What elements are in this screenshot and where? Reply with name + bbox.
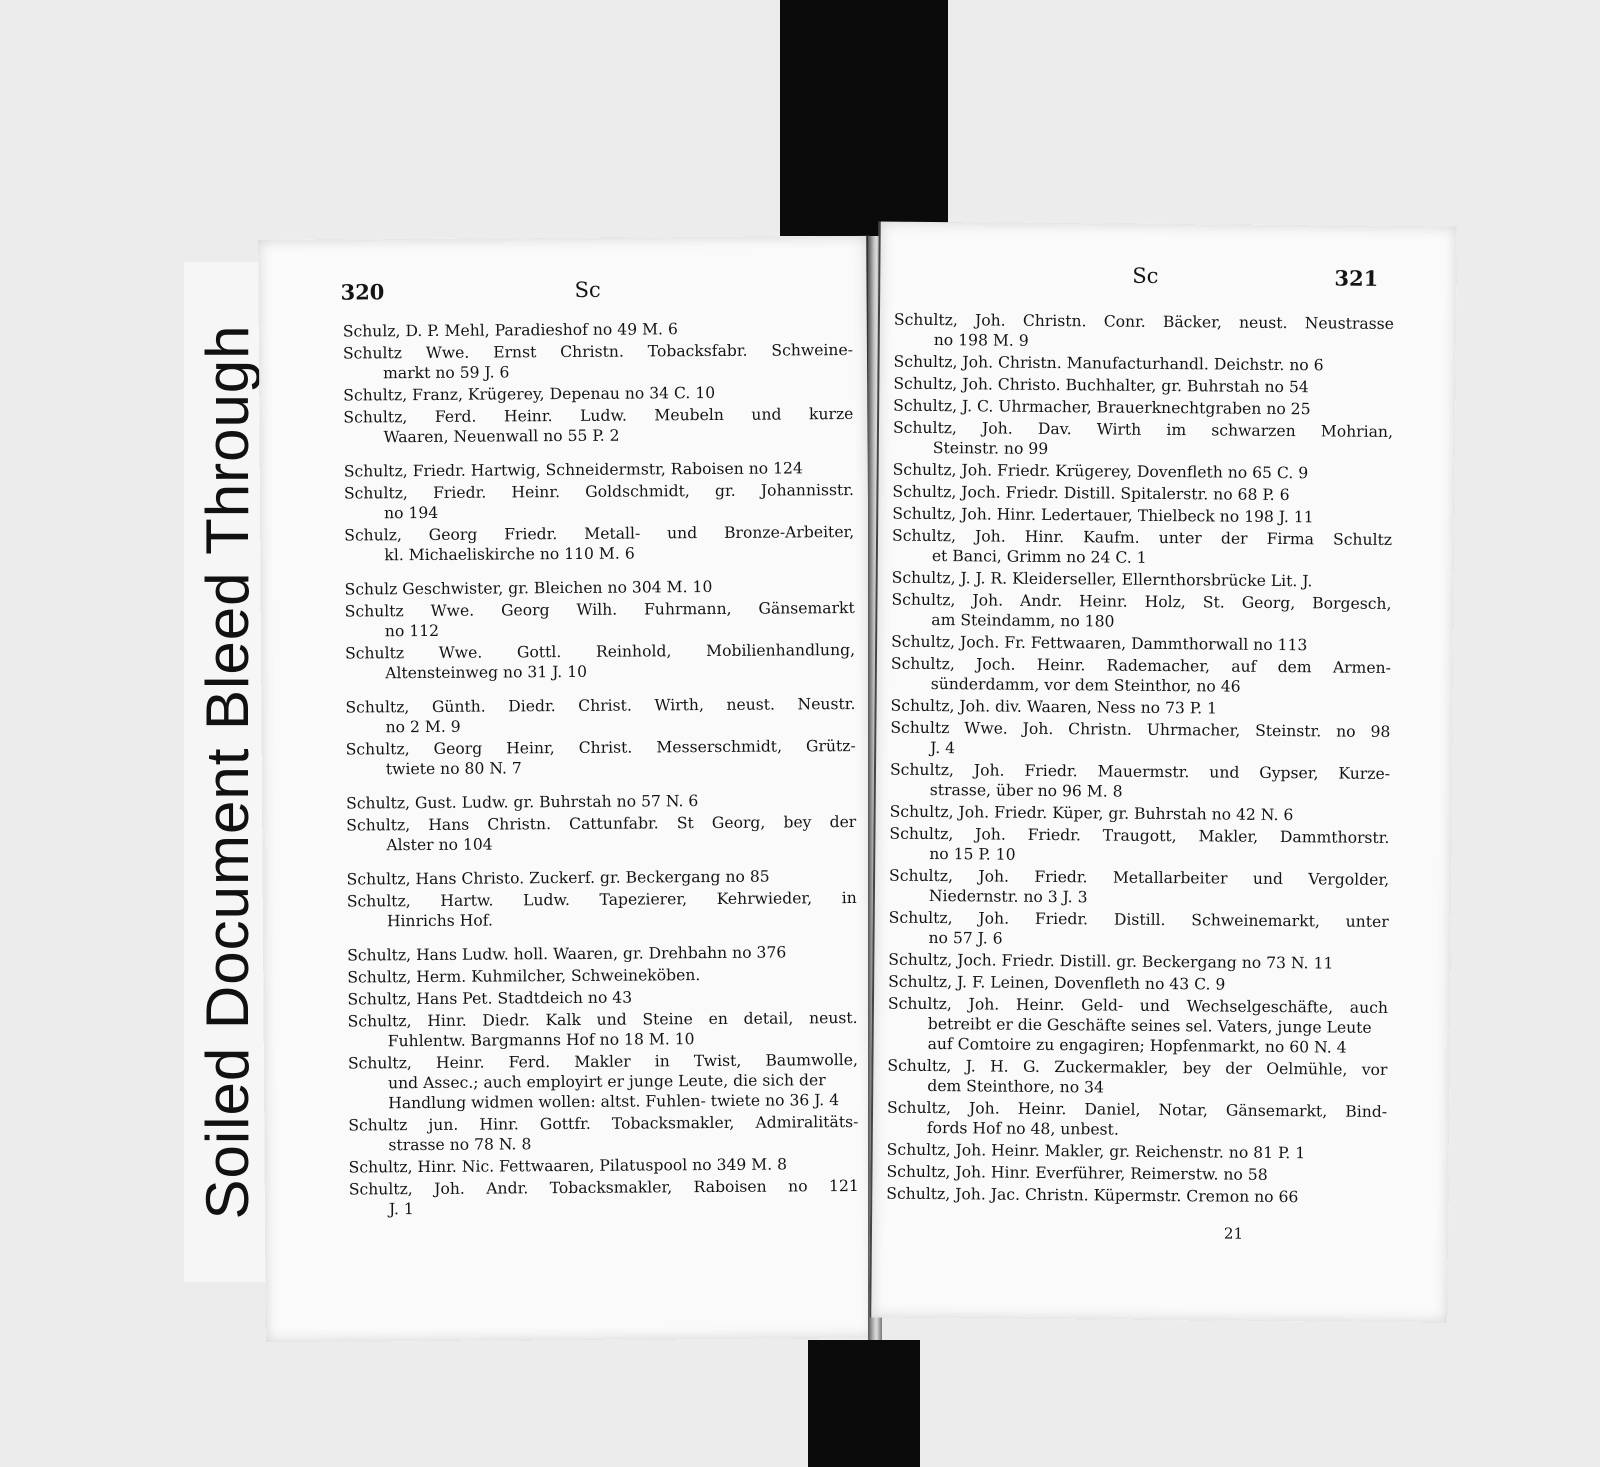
entry-continuation: markt no 59 J. 6 [383, 363, 510, 383]
directory-entry [892, 526, 1392, 570]
directory-entry [891, 590, 1391, 634]
entry-continuation: no 57 J. 6 [928, 928, 1003, 948]
entry-line: Schulz, D. P. Mehl, Paradieshof no 49 M. 6 [342, 320, 678, 341]
entry-line: Schultz, Hinr. Diedr. Kalk und Steine en detail, neust. [347, 1008, 858, 1031]
directory-entry [887, 1140, 1387, 1164]
entry-line: Schultz, Ferd. Heinr. Ludw. Meubeln und kurze [343, 404, 854, 427]
entry-line: Schultz, Joh. Friedr. Küper, gr. Buhrstah no 42 N. 6 [889, 802, 1294, 825]
section-heading-left: Sc [574, 277, 601, 302]
directory-entry [890, 696, 1390, 720]
entry-line: Schulz Geschwister, gr. Bleichen no 304 M. 10 [344, 577, 713, 599]
directory-entry [894, 310, 1394, 354]
entry-line: Schultz, Herm. Kuhmilcher, Schweineköben. [347, 966, 701, 987]
entry-continuation: J. 4 [930, 738, 956, 758]
directory-entry [892, 482, 1392, 506]
page-number-left: 320 [340, 279, 385, 305]
entry-line: Schultz, Hartw. Ludw. Tapezierer, Kehrwieder, in [346, 888, 857, 911]
entry-continuation: no 15 P. 10 [929, 844, 1016, 864]
left-entries [343, 318, 859, 1222]
entry-continuation: Niedernstr. no 3 J. 3 [928, 886, 1088, 907]
directory-entry [889, 824, 1389, 868]
directory-entry [344, 480, 854, 524]
signature-mark: 21 [1223, 1224, 1244, 1243]
directory-entry [889, 866, 1389, 910]
directory-entry [343, 318, 853, 342]
directory-entry [888, 994, 1389, 1058]
entry-continuation: sünderdamm, vor dem Steinthor, no 46 [930, 674, 1241, 696]
entry-line: Schultz, J. C. Uhrmacher, Brauerknechtgraben no 25 [893, 396, 1311, 419]
entry-line: Schultz Wwe. Georg Wilh. Fuhrmann, Gänsemarkt [344, 598, 855, 621]
entry-line: Schultz jun. Hinr. Gottfr. Tobacksmakler, Admiralitäts- [348, 1112, 859, 1135]
directory-entry [345, 576, 855, 600]
entry-line: Schultz, Joh. Friedr. Metallarbeiter und Vergolder, [889, 866, 1390, 889]
entry-line: Schultz, Joch. Heinr. Rademacher, auf dem Armen- [890, 654, 1391, 677]
entry-continuation: betreibt er die Geschäfte seines sel. Vaters, junge Leute auf Comtoire zu engagiren; Hopfenmarkt, no 60 N. 4 [927, 1014, 1372, 1057]
directory-entry [347, 888, 857, 932]
entry-continuation: no 2 M. 9 [385, 717, 461, 737]
directory-entry [343, 340, 853, 384]
directory-entry [344, 458, 854, 482]
directory-entry [891, 632, 1391, 656]
entry-line: Schultz, Joch. Friedr. Distill. gr. Beckergang no 73 N. 11 [888, 950, 1334, 973]
directory-entry [345, 640, 855, 684]
entry-continuation: Hinrichs Hof. [386, 911, 493, 931]
entry-line: Schultz, Franz, Krügerey, Depenau no 34 C. 10 [343, 383, 716, 405]
entry-continuation: twiete no 80 N. 7 [385, 759, 522, 779]
entry-line: Schulz, Georg Friedr. Metall- und Bronze-Arbeiter, [344, 522, 855, 545]
right-page [869, 221, 1457, 1322]
right-entries [886, 310, 1394, 1210]
directory-entry [891, 654, 1391, 698]
entry-line: Schultz, Joh. Heinr. Daniel, Notar, Gänsemarkt, Bind- [886, 1098, 1388, 1121]
directory-entry [888, 950, 1388, 974]
directory-entry [348, 1008, 858, 1052]
entry-line: Schultz, Friedr. Hartwig, Schneidermstr, Raboisen no 124 [343, 459, 803, 481]
directory-entry [347, 942, 857, 966]
entry-continuation: Waaren, Neuenwall no 55 P. 2 [383, 426, 620, 447]
entry-line: Schultz, Joch. Friedr. Distill. Spitalerstr. no 68 P. 6 [892, 482, 1290, 505]
entry-line: Schultz, Joh. Hinr. Ledertauer, Thielbeck no 198 J. 11 [892, 504, 1314, 527]
entry-continuation: und Assec.; auch employirt er junge Leute, die sich der Handlung widmen wollen: altst. Fuhlen- twiete no 36 J. 4 [387, 1071, 840, 1113]
directory-entry [348, 1112, 858, 1156]
entry-line: Schultz, Joh. Christn. Manufacturhandl. Deichstr. no 6 [893, 352, 1324, 375]
entry-line: Schultz, Joh. Hinr. Everführer, Reimerstw. no 58 [886, 1162, 1268, 1184]
spine-top [780, 0, 948, 236]
directory-entry [346, 812, 856, 856]
entry-line: Schultz, J. F. Leinen, Dovenfleth no 43 C. 9 [888, 972, 1226, 994]
directory-entry [890, 760, 1390, 804]
entry-continuation: Altensteinweg no 31 J. 10 [385, 662, 588, 683]
directory-entry [349, 1154, 859, 1178]
directory-entry [893, 374, 1393, 398]
directory-entry [347, 986, 857, 1010]
entry-line: Schultz, Joh. Christn. Conr. Bäcker, neust. Neustrasse [893, 310, 1394, 333]
directory-entry [890, 802, 1390, 826]
directory-entry [345, 598, 855, 642]
entry-line: Schultz, Hans Ludw. holl. Waaren, gr. Drehbahn no 376 [347, 943, 787, 965]
directory-entry [887, 1056, 1387, 1100]
entry-line: Schultz, Heinr. Ferd. Makler in Twist, Baumwolle, [347, 1050, 858, 1073]
directory-entry [893, 396, 1393, 420]
entry-line: Schultz, Joh. Heinr. Makler, gr. Reichenstr. no 81 P. 1 [886, 1140, 1306, 1163]
directory-entry [349, 1176, 859, 1220]
left-page [258, 236, 877, 1342]
directory-entry [343, 404, 853, 448]
directory-entry [890, 718, 1390, 762]
directory-entry [346, 790, 856, 814]
directory-entry [892, 504, 1392, 528]
entry-continuation: Alster no 104 [386, 835, 493, 855]
entry-line: Schultz, Joch. Fr. Fettwaaren, Dammthorwall no 113 [891, 632, 1308, 655]
directory-entry [346, 736, 856, 780]
directory-entry [893, 352, 1393, 376]
directory-entry [888, 972, 1388, 996]
entry-line: Schultz Wwe. Ernst Christn. Tobacksfabr. Schweine- [342, 340, 854, 363]
entry-line: Schultz, Joh. Friedr. Mauermstr. und Gypser, Kurze- [889, 760, 1391, 783]
directory-entry [887, 1098, 1387, 1142]
directory-entry [888, 908, 1388, 952]
entry-line: Schultz Wwe. Joh. Christn. Uhrmacher, Steinstr. no 98 [890, 718, 1391, 741]
entry-line: Schultz, Joh. Heinr. Geld- und Wechselgeschäfte, auch [887, 994, 1389, 1017]
spine-bottom [808, 1340, 920, 1467]
directory-entry [893, 418, 1393, 462]
entry-line: Schultz, Günth. Diedr. Christ. Wirth, neust. Neustr. [345, 694, 856, 717]
section-heading-right: Sc [1132, 263, 1159, 288]
entry-continuation: kl. Michaeliskirche no 110 M. 6 [384, 544, 635, 565]
directory-entry [347, 866, 857, 890]
entry-line: Schultz, J. J. R. Kleiderseller, Ellernthorsbrücke Lit. J. [891, 568, 1313, 591]
directory-entry [892, 568, 1392, 592]
entry-continuation: strasse, über no 96 M. 8 [929, 780, 1123, 801]
directory-entry [886, 1184, 1386, 1208]
entry-line: Schultz, Joh. Friedr. Krügerey, Dovenfleth no 65 C. 9 [892, 460, 1309, 483]
entry-line: Schultz, Hinr. Nic. Fettwaaren, Pilatuspool no 349 M. 8 [348, 1155, 788, 1177]
entry-line: Schultz Wwe. Gottl. Reinhold, Mobilienhandlung, [344, 640, 856, 663]
entry-line: Schultz, Joh. Andr. Heinr. Holz, St. Georg, Borgesch, [891, 590, 1392, 613]
page-number-right: 321 [1334, 265, 1379, 291]
entry-continuation: Fuhlentw. Bargmanns Hof no 18 M. 10 [387, 1030, 695, 1051]
entry-line: Schultz, Joh. Hinr. Kaufm. unter der Firma Schultz [891, 526, 1393, 549]
entry-line: Schultz, Joh. Christo. Buchhalter, gr. Buhrstah no 54 [893, 374, 1309, 397]
directory-entry [343, 382, 853, 406]
entry-line: Schultz, Georg Heinr, Christ. Messerschmidt, Grütz- [345, 736, 856, 759]
directory-entry [893, 460, 1393, 484]
entry-continuation: no 194 [384, 503, 439, 523]
entry-continuation: no 198 M. 9 [933, 330, 1029, 350]
entry-continuation: Steinstr. no 99 [932, 438, 1049, 458]
entry-continuation: J. 1 [388, 1200, 414, 1219]
entry-continuation: fords Hof no 48, unbest. [926, 1118, 1119, 1139]
directory-entry [348, 1050, 858, 1114]
entry-line: Schultz, Joh. Jac. Christn. Küpermstr. Cremon no 66 [886, 1184, 1299, 1207]
entry-continuation: et Banci, Grimm no 24 C. 1 [931, 546, 1147, 567]
entry-line: Schultz, Joh. Andr. Tobacksmakler, Raboisen no 121 [348, 1176, 859, 1199]
side-label-text: Soiled Document Bleed Through [194, 324, 261, 1220]
directory-entry [347, 964, 857, 988]
entry-line: Schultz, Hans Christo. Zuckerf. gr. Beckergang no 85 [346, 867, 770, 889]
entry-line: Schultz, Hans Christn. Cattunfabr. St Georg, bey der [346, 812, 857, 835]
entry-line: Schultz, J. H. G. Zuckermakler, bey der Oelmühle, vor [887, 1056, 1388, 1079]
directory-entry [344, 522, 854, 566]
entry-line: Schultz, Joh. Friedr. Traugott, Makler, Dammthorstr. [889, 824, 1390, 847]
entry-continuation: am Steindamm, no 180 [931, 610, 1115, 631]
entry-continuation: dem Steinthore, no 34 [927, 1076, 1105, 1097]
entry-line: Schultz, Joh. Dav. Wirth im schwarzen Mohrian, [892, 418, 1394, 441]
entry-continuation: no 112 [384, 621, 440, 641]
entry-line: Schultz, Hans Pet. Stadtdeich no 43 [347, 988, 633, 1009]
entry-line: Schultz, Friedr. Heinr. Goldschmidt, gr. Johannisstr. [343, 480, 854, 503]
entry-line: Schultz, Joh. div. Waaren, Ness no 73 P. 1 [890, 696, 1218, 718]
entry-line: Schultz, Gust. Ludw. gr. Buhrstah no 57 N. 6 [346, 792, 699, 813]
entry-line: Schultz, Joh. Friedr. Distill. Schweinemarkt, unter [888, 908, 1389, 931]
entry-continuation: strasse no 78 N. 8 [388, 1135, 532, 1155]
directory-entry [886, 1162, 1386, 1186]
directory-entry [345, 694, 855, 738]
